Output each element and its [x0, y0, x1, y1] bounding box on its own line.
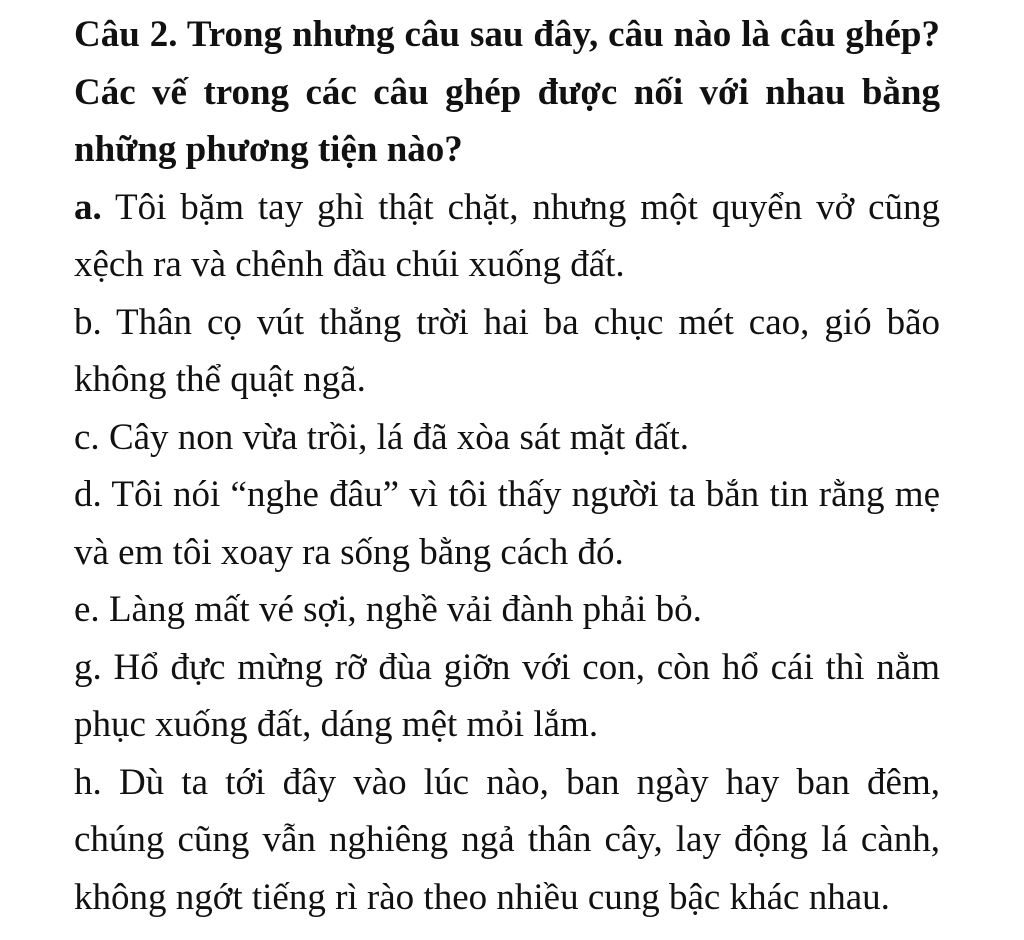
option-e-letter: e. — [74, 589, 100, 630]
option-h-letter: h. — [74, 761, 102, 803]
option-a-text: Tôi bặm tay ghì thật chặt, nhưng một quyển vở cũng xệch ra và chênh đầu chúi xuống đất. — [74, 186, 940, 285]
option-h — [74, 754, 940, 927]
option-h-text: Dù ta tới đây vào lúc nào, ban ngày hay ban đêm, chúng cũng vẫn nghiêng ngả thân cây, lay động lá cành, không ngớt tiếng rì rào theo nhiều cung bậc khác nhau. — [74, 761, 940, 918]
option-c-text: Cây non vừa trồi, lá đã xòa sát mặt đất. — [99, 416, 689, 458]
option-b — [74, 294, 940, 409]
option-c — [74, 409, 940, 467]
option-g — [74, 639, 940, 754]
option-e-text: Làng mất vé sợi, nghề vải đành phải bỏ. — [99, 589, 702, 630]
option-d — [74, 466, 940, 581]
option-a-letter: a. — [74, 186, 102, 228]
option-g-text: Hổ đực mừng rỡ đùa giỡn với con, còn hổ cái thì nằm phục xuống đất, dáng mệt mỏi lắm. — [74, 646, 940, 745]
option-c-letter: c. — [74, 416, 100, 458]
question-heading: Câu 2. Trong nhưng câu sau đây, câu nào là câu ghép? Các vế trong các câu ghép được nối với nhau bằng những phương tiện nào? — [74, 14, 940, 170]
option-b-letter: b. — [74, 301, 102, 343]
option-e — [74, 581, 940, 639]
option-d-letter: d. — [74, 474, 102, 515]
option-g-letter: g. — [74, 646, 102, 688]
option-a — [74, 179, 940, 294]
document-body — [74, 6, 940, 926]
option-b-text: Thân cọ vút thẳng trời hai ba chục mét cao, gió bão không thể quật ngã. — [74, 301, 940, 400]
option-d-text: Tôi nói “nghe đâu” vì tôi thấy người ta bắn tin rằng mẹ và em tôi xoay ra sống bằng cách đó. — [74, 474, 940, 573]
